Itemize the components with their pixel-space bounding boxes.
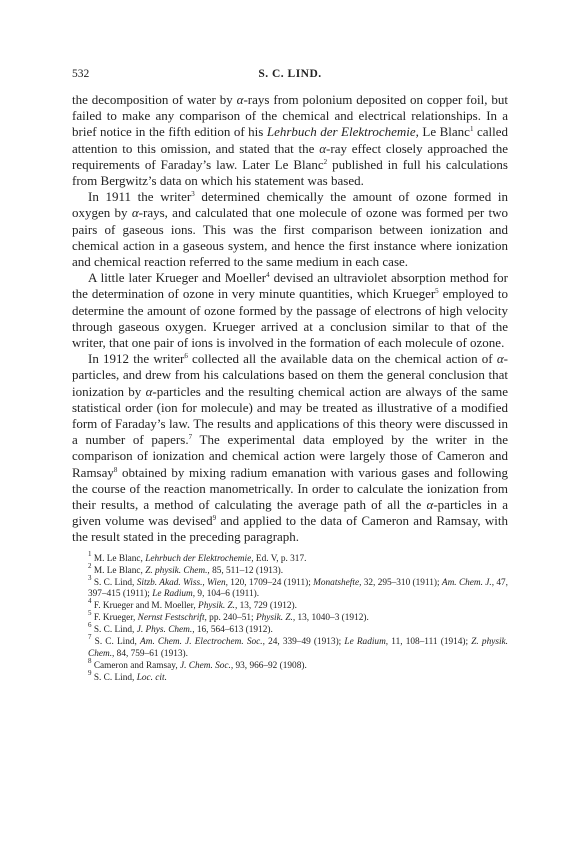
page-header [72,68,508,88]
text-run: -rays, and calculated that one molecule of ozone was formed per two pairs of gaseous ions. This was the first comparison between ionization and chemical action in a gaseous system, and hence the first instance where ionization and chemical reaction referred to the same medium in each case. [72,205,508,270]
footnote-ref: 3 [191,190,195,199]
footnote [72,561,508,578]
text-run: 16, 564–613 (1912). [194,625,273,636]
italic-text: Z. physik. Chem., [145,565,210,576]
text-run: F. Krueger and M. Moeller, [91,601,199,612]
italic-text: Am. Chem. J. Electrochem. Soc., [140,637,265,648]
footnote-ref: 1 [88,549,92,558]
footnote-ref: 4 [88,597,92,606]
text-run: S. C. Lind, [91,637,141,648]
italic-text: J. Phys. Chem., [136,625,195,636]
italic-text: Lehrbuch der Elektrochemie, [145,553,254,564]
text-run: In 1911 the writer [88,189,192,205]
text-run: -rays from polonium deposited on copper foil, but failed to make any comparison of the chemical and electrical relationships. In a brief notice in the fifth edition of his [72,92,508,140]
italic-text: Physik. Z., [198,601,238,612]
text-run: collected all the available data on the chemical action of [187,351,497,367]
text-run: S. C. Lind, [91,625,137,636]
text-run: 9, 104–6 (1911). [195,589,260,600]
footnote-ref: 7 [88,633,92,642]
footnote-ref: 9 [212,514,217,523]
paragraph [72,189,508,270]
footnote-ref: 5 [88,609,92,618]
italic-text: α [426,497,434,513]
text-run: A little later Krueger and Moeller [88,270,267,286]
text-run: devised an ultraviolet absorption method for the determination of ozone in very minute quantities, which Krueger [72,270,508,302]
footnote-ref: 7 [188,433,193,442]
footnote-ref: 4 [266,271,270,280]
text-run: -particles in a given volume was devised [72,497,509,529]
italic-text: α [319,140,327,156]
italic-text: Nernst Festschrift, [137,613,207,624]
page [72,68,508,685]
text-run: and applied to the data of Cameron and Ramsay, with the result stated in the preceding paragraph. [72,513,508,545]
text-run: the decomposition of water by [72,92,237,107]
footnote-ref: 3 [88,573,92,582]
italic-text: Physik. Z., [255,613,296,624]
italic-text: Lehrbuch der Elektrochemie, [266,124,419,140]
text-run: Cameron and Ramsay, [91,660,180,671]
italic-text: Z. physik. Chem., [88,637,508,659]
text-run: The experimental data employed by the writer in the comparison of ionization and chemical action were largely those of Cameron and Ramsay [72,432,508,480]
footnote-ref: 6 [184,352,188,361]
footnote [72,633,508,661]
text-run: Ed. V, p. 317. [253,553,307,564]
italic-text: Am. Chem. J., [441,577,495,588]
text-run: M. Le Blanc, [91,565,146,576]
italic-text: α [145,383,153,399]
text-run: -ray effect closely approached the requirements of Faraday’s law. Later Le Blanc [72,140,508,172]
italic-text: J. Chem. Soc., [179,660,234,671]
footnote [72,609,508,625]
footnote [72,549,508,566]
text-run: Le Blanc [418,124,470,140]
text-run: determined chemically the amount of ozone formed in oxygen by [72,189,508,221]
text-run: 32, 295–310 (1911); [361,577,442,588]
italic-text: α [131,205,139,221]
text-run: 85, 511–12 (1913). [209,565,284,576]
text-run: 11, 108–111 (1914); [388,637,472,648]
text-run: -particles, and drew from his calculations based on them the general conclusion that ionization by [72,351,508,399]
text-run: published in full his calculations from Bergwitz’s data on which his statement was based. [72,156,508,189]
italic-text: α [236,92,244,107]
text-run: 24, 339–49 (1913); [264,637,345,648]
paragraph [72,92,508,189]
footnotes [72,549,509,685]
text-run: S. C. Lind, [91,577,137,588]
italic-text: Le Radium, [344,637,389,648]
footnote-ref: 2 [88,561,92,570]
footnote-ref: 9 [88,668,92,677]
footnote [72,573,509,602]
text-run: 84, 759–61 (1913). [114,648,188,659]
footnote-ref: 2 [323,157,328,166]
text-run: obtained by mixing radium emanation with various gases and following the course of the reaction manometrically. In order to calculate the ionization from their results, a method of calculating the average path of all the [72,464,508,513]
footnote-ref: 8 [88,656,92,665]
italic-text: Sitzb. Akad. Wiss., Wien, [136,577,228,588]
italic-text: Loc. cit. [136,672,167,683]
text-run: 47, 397–415 (1911); [88,577,509,600]
text-run: pp. 240–51; [206,613,256,624]
text-run: -particles and the resulting chemical action are always of the same statistical order (ion for molecule) and may be treated as illustrative of a modified form of Faraday’s law. The results and applications of this theory were discussed in a number of papers. [72,383,508,448]
text-run: F. Krueger, [91,613,138,624]
text-run: 93, 966–92 (1908). [233,660,307,671]
text-run: 13, 729 (1912). [237,601,297,612]
text-run: called attention to this omission, and stated that the [72,124,508,156]
page-number: 532 [72,68,90,80]
text-run: 13, 1040–3 (1912). [295,613,369,624]
footnote [72,621,508,637]
paragraph [72,351,508,545]
footnote [72,668,508,685]
footnote [72,597,508,613]
italic-text: Monatshefte, [313,577,362,588]
italic-text: Le Radium, [152,589,196,600]
body-text [72,92,508,546]
footnote-ref: 8 [113,465,118,474]
running-head: S. C. LIND. [258,68,322,80]
footnote [72,656,508,673]
paragraph [72,270,508,351]
footnote-ref: 1 [469,125,474,134]
text-run: employed to determine the amount of ozone formed by the passage of electrons of high velocity through gaseous oxygen. Krueger arrived at a conclusion similar to that of the writer, that one pair of ions is involved in the formation of each molecule of ozone. [72,286,508,351]
footnote-ref: 6 [88,621,92,630]
text-run: S. C. Lind, [91,672,137,683]
italic-text: α [496,351,504,367]
footnote-ref: 5 [435,287,439,296]
text-run: 120, 1709–24 (1911); [227,577,314,588]
text-run: M. Le Blanc, [91,553,146,564]
text-run: In 1912 the writer [88,351,185,367]
